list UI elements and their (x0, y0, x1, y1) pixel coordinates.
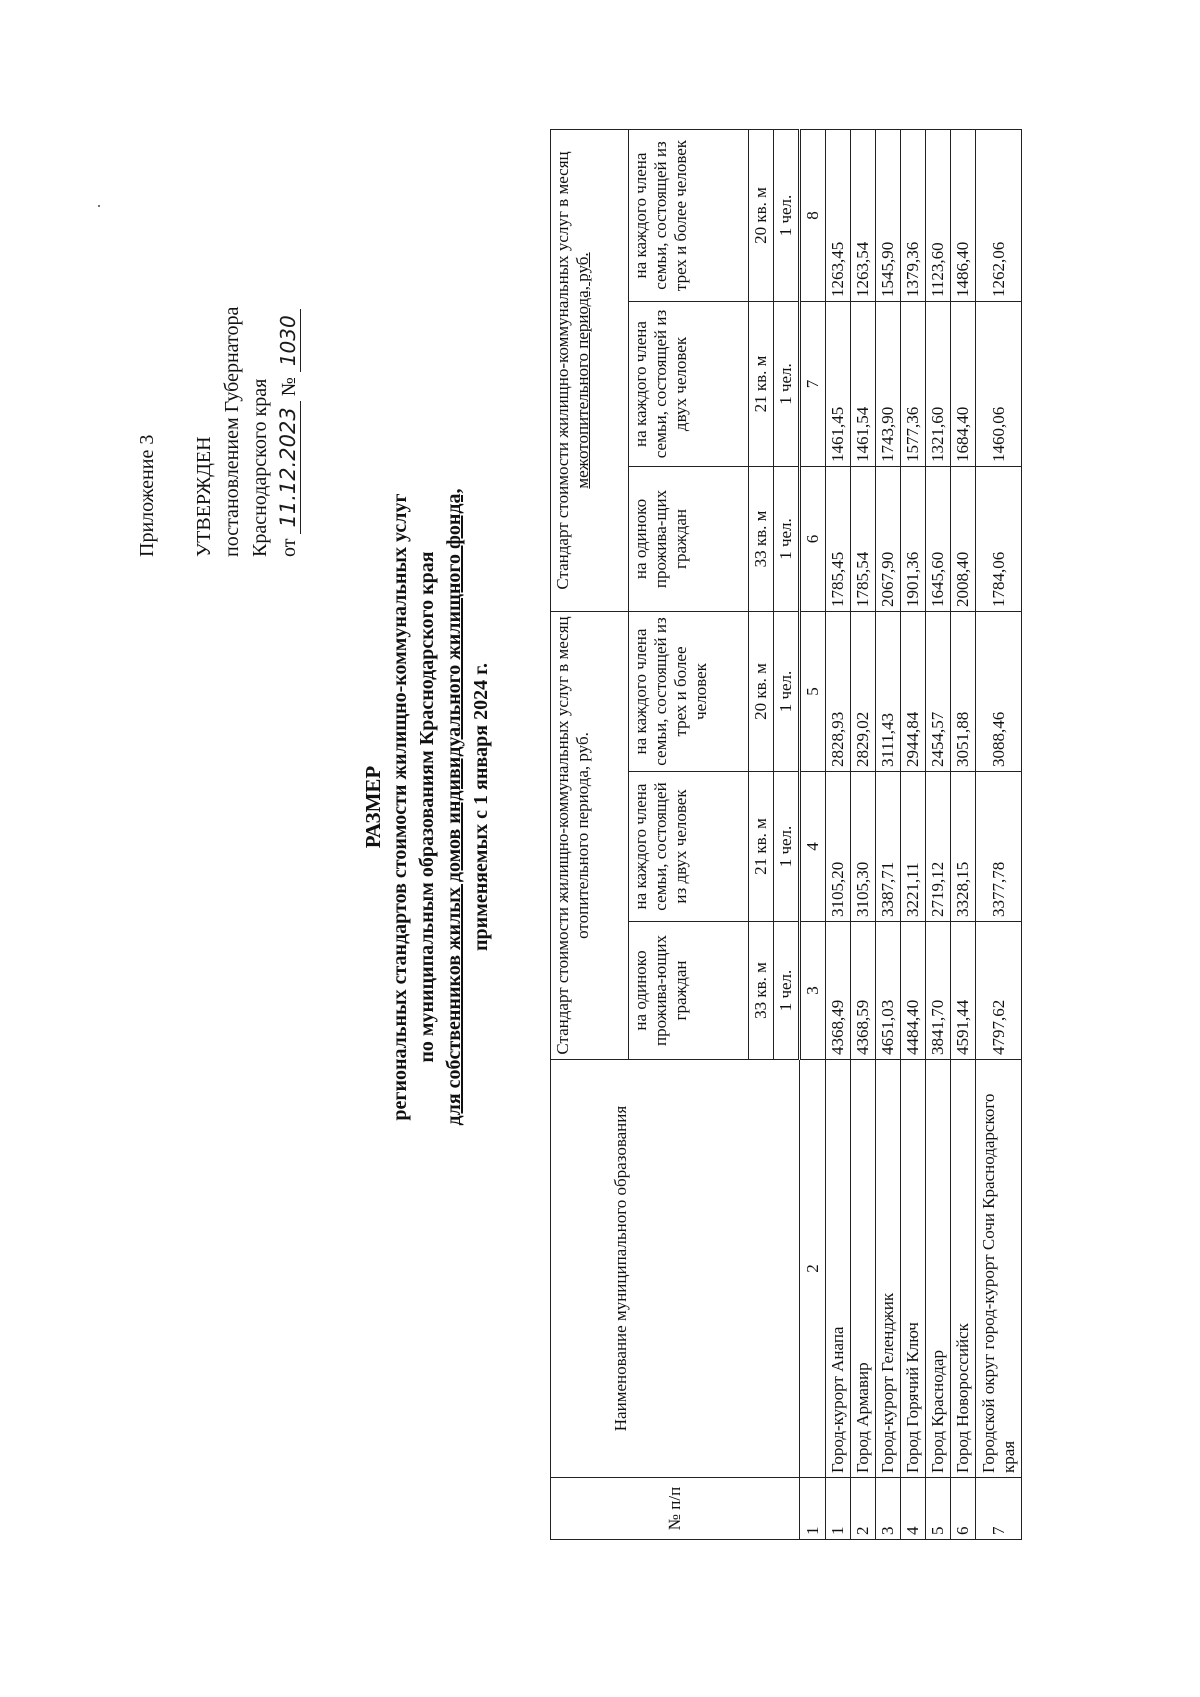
municipality-name: Город Новороссийск (951, 1060, 976, 1478)
date-prefix: от (278, 538, 300, 557)
cost-value: 3221,11 (901, 772, 926, 922)
table-row (951, 130, 976, 1540)
person-cell: 1 чел. (774, 612, 800, 772)
column-number: 7 (800, 302, 826, 467)
cost-value: 1461,54 (851, 302, 876, 467)
person-cell: 1 чел. (774, 130, 800, 302)
cost-value: 1684,40 (951, 302, 976, 467)
column-number: 3 (800, 922, 826, 1060)
cost-value: 4591,44 (951, 922, 976, 1060)
cost-value: 1379,36 (901, 130, 926, 302)
heading-line-2: по муниципальным образованиям Краснодарского края (416, 551, 438, 1063)
header-heating-group (551, 612, 629, 1060)
cost-value: 1901,36 (901, 467, 926, 612)
table-row (926, 130, 951, 1540)
area-cell: 20 кв. м (749, 130, 774, 302)
heading-line-1: региональных стандартов стоимости жилищно-коммунальных услуг (389, 493, 411, 1121)
appendix-label: Приложение 3 (136, 434, 158, 557)
area-cell: 21 кв. м (749, 772, 774, 922)
column-number: 5 (800, 612, 826, 772)
header-row-groups (551, 130, 629, 1540)
area-cell: 20 кв. м (749, 612, 774, 772)
cost-value: 2829,02 (851, 612, 876, 772)
cost-value: 4368,59 (851, 922, 876, 1060)
cost-value: 1262,06 (976, 130, 1022, 302)
table-row (901, 130, 926, 1540)
cost-value: 4368,49 (826, 922, 851, 1060)
scan-speck (98, 205, 100, 207)
header-single-heating: на одиноко прожива-ющих граждан (629, 922, 749, 1060)
cost-value: 1785,54 (851, 467, 876, 612)
column-number-row (800, 130, 826, 1540)
header-number: № п/п (551, 1478, 800, 1540)
cost-value: 1123,60 (926, 130, 951, 302)
municipality-name: Город Армавир (851, 1060, 876, 1478)
header-nonheating-group (551, 130, 629, 612)
cost-value: 2067,90 (876, 467, 901, 612)
cost-value: 3328,15 (951, 772, 976, 922)
municipality-name: Город-курорт Геленджик (876, 1060, 901, 1478)
area-cell: 33 кв. м (749, 467, 774, 612)
row-number: 7 (976, 1478, 1022, 1540)
area-cell: 21 кв. м (749, 302, 774, 467)
municipality-name: Городской округ город-курорт Сочи Краснодарского края (976, 1060, 1022, 1478)
cost-value: 3105,20 (826, 772, 851, 922)
row-number: 4 (901, 1478, 926, 1540)
cost-value: 1743,90 (876, 302, 901, 467)
cost-value: 2454,57 (926, 612, 951, 772)
standards-table (550, 129, 1022, 1540)
cost-value: 1785,45 (826, 467, 851, 612)
table-row (826, 130, 851, 1540)
table-row (876, 130, 901, 1540)
row-number: 2 (851, 1478, 876, 1540)
person-cell: 1 чел. (774, 467, 800, 612)
handwritten-date: 11.12.2023 (276, 401, 301, 533)
cost-value: 3387,71 (876, 772, 901, 922)
cost-value: 2008,40 (951, 467, 976, 612)
header-name: Наименование муниципального образования (551, 1060, 800, 1478)
cost-value: 1263,54 (851, 130, 876, 302)
cost-value: 1321,60 (926, 302, 951, 467)
person-cell: 1 чел. (774, 772, 800, 922)
handwritten-number: 1030 (276, 309, 301, 372)
cost-value: 1486,40 (951, 130, 976, 302)
cost-value: 3105,30 (851, 772, 876, 922)
document-heading (360, 357, 495, 1257)
municipality-name: Город Горячий Ключ (901, 1060, 926, 1478)
approved-label: УТВЕРЖДЕН (193, 436, 215, 557)
cost-value: 1577,36 (901, 302, 926, 467)
column-number: 4 (800, 772, 826, 922)
row-number: 5 (926, 1478, 951, 1540)
approval-block (190, 137, 303, 557)
column-number: 8 (800, 130, 826, 302)
cost-value: 4651,03 (876, 922, 901, 1060)
nonheating-group-text-2: межотопительного периода, руб. (573, 252, 592, 489)
cost-value: 1461,45 (826, 302, 851, 467)
cost-value: 2719,12 (926, 772, 951, 922)
cost-value: 1460,06 (976, 302, 1022, 467)
cost-value: 3088,46 (976, 612, 1022, 772)
cost-value: 3051,88 (951, 612, 976, 772)
column-number: 2 (800, 1060, 826, 1478)
row-number: 6 (951, 1478, 976, 1540)
header-three-nonheating: на каждого члена семьи, состоящей из трех и более человек (629, 130, 749, 302)
cost-value: 1784,06 (976, 467, 1022, 612)
cost-value: 3111,43 (876, 612, 901, 772)
table-row (976, 130, 1022, 1540)
municipality-name: Город Краснодар (926, 1060, 951, 1478)
cost-value: 1263,45 (826, 130, 851, 302)
cost-value: 2828,93 (826, 612, 851, 772)
person-cell: 1 чел. (774, 922, 800, 1060)
header-two-heating: на каждого члена семьи, состоящей из двух человек (629, 772, 749, 922)
area-cell: 33 кв. м (749, 922, 774, 1060)
column-number: 6 (800, 467, 826, 612)
heating-group-text: Стандарт стоимости жилищно-коммунальных услуг в месяц отопительного периода, руб. (553, 616, 592, 1055)
cost-value: 3377,78 (976, 772, 1022, 922)
cost-value: 2944,84 (901, 612, 926, 772)
approval-date-line (274, 137, 303, 557)
cost-value: 4797,62 (976, 922, 1022, 1060)
number-prefix: № (278, 377, 300, 397)
nonheating-group-text: Стандарт стоимости жилищно-коммунальных услуг в месяц (553, 151, 572, 590)
column-number: 1 (800, 1478, 826, 1540)
approved-by-line-2: Краснодарского края (249, 378, 271, 557)
row-number: 3 (876, 1478, 901, 1540)
person-cell: 1 чел. (774, 302, 800, 467)
heading-line-3: для собственников жилых домов индивидуального жилищного фонда, (443, 488, 465, 1126)
table-body (826, 130, 1022, 1540)
cost-value: 4484,40 (901, 922, 926, 1060)
cost-value: 3841,70 (926, 922, 951, 1060)
heading-title: РАЗМЕР (361, 765, 385, 849)
cost-value: 1645,60 (926, 467, 951, 612)
header-two-nonheating: на каждого члена семьи, состоящей из двух человек (629, 302, 749, 467)
heading-line-4: применяемых с 1 января 2024 г. (470, 663, 492, 951)
cost-value: 1545,90 (876, 130, 901, 302)
municipality-name: Город-курорт Анапа (826, 1060, 851, 1478)
header-single-nonheating: на одиноко прожива-щих граждан (629, 467, 749, 612)
approved-by-line-1: постановлением Губернатора (221, 306, 243, 557)
table-row (851, 130, 876, 1540)
row-number: 1 (826, 1478, 851, 1540)
header-three-heating: на каждого члена семьи, состоящей из трех и более человек (629, 612, 749, 772)
